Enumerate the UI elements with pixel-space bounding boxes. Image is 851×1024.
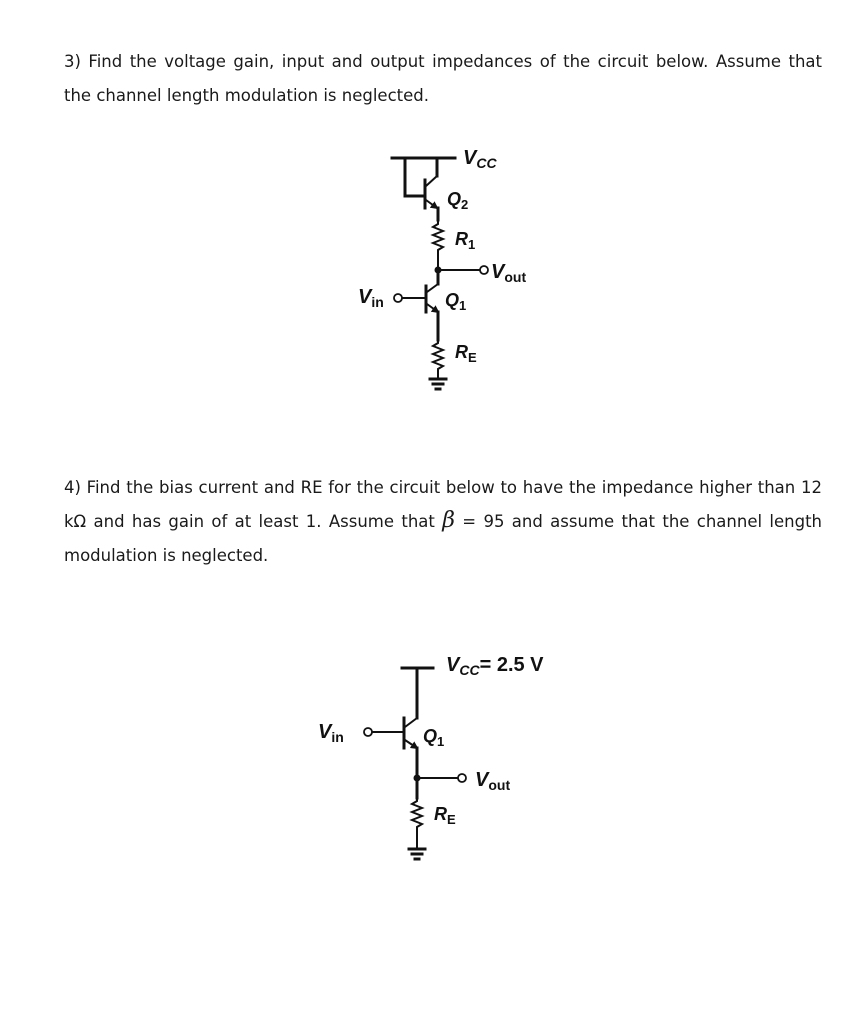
q1-label-2: $Q_1$ (423, 726, 445, 749)
re-label-2: $R_E$ (434, 804, 456, 827)
transistor-q1-circuit-2 (364, 668, 417, 798)
question-3-body: 3) Find the voltage gain, input and output impedances of the circuit below. Assume that the channel length modulation is neglected. (64, 52, 822, 105)
vin-label-2: $V_{in}$ (318, 721, 344, 745)
q1-label-1: $Q_1$ (445, 290, 467, 313)
r1-label: $R_1$ (455, 229, 476, 252)
q2-label: $Q_2$ (447, 189, 469, 212)
ground-symbol-2 (409, 849, 425, 859)
vout-terminal-2 (458, 774, 466, 782)
vout-label-2: $V_{out}$ (475, 769, 511, 793)
vout-label-1: $V_{out}$ (491, 261, 527, 285)
vin-label-1: $V_{in}$ (358, 286, 384, 310)
vcc-label-2: $V_{CC}= 2.5$ V (446, 654, 544, 678)
resistor-re-2 (412, 798, 422, 848)
re-label-1: $R_E$ (455, 342, 477, 365)
vcc-label-1: $V_{CC}$ (463, 147, 497, 171)
question-4-body-end: = 95 and assume that the channel length modulation is neglected. (64, 512, 823, 565)
question-4-body-start: 4) Find the bias current and RE for the circuit below to have the impedance higher than 12 kΩ and has gain of at least 1. Assume that (64, 478, 822, 531)
beta-symbol: β (442, 508, 455, 533)
